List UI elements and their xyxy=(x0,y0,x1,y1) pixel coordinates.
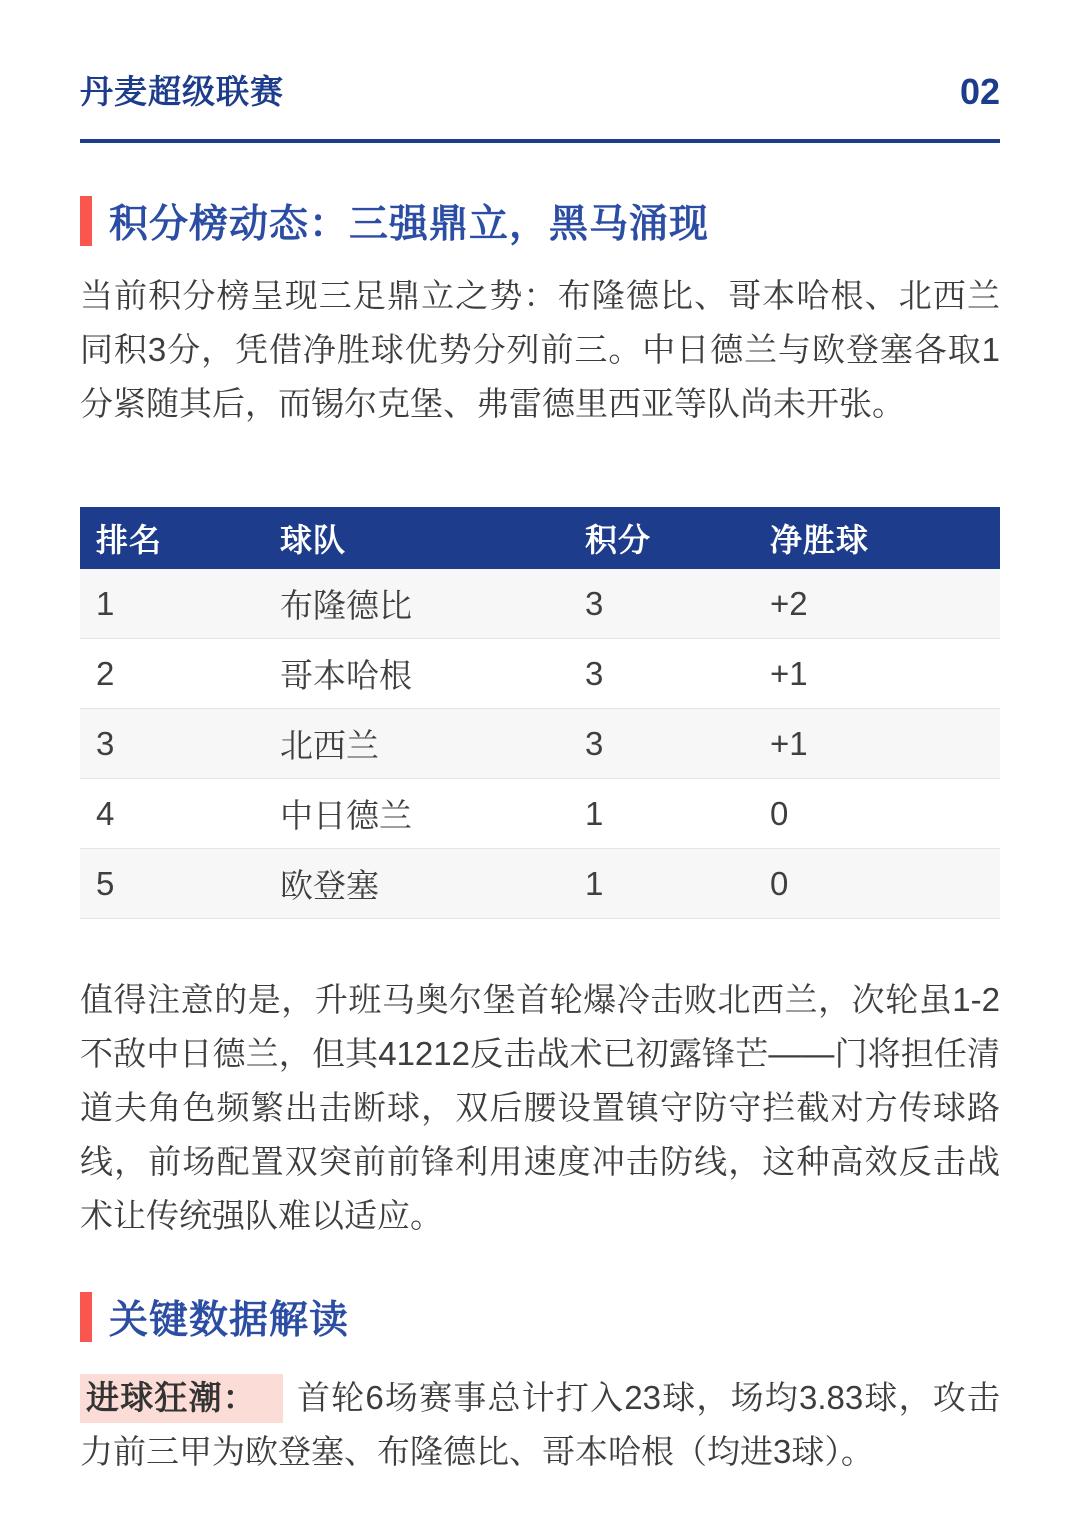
points-cell: 3 xyxy=(585,709,770,779)
section-heading: 关键数据解读 xyxy=(109,1299,350,1342)
rank-cell: 5 xyxy=(80,849,280,919)
col-header-team: 球队 xyxy=(280,507,585,569)
page-number: 02 xyxy=(959,71,1000,112)
team-cell: 欧登塞 xyxy=(280,849,585,919)
gd-cell: +1 xyxy=(770,709,1000,779)
key-data-text: 首轮6场赛事总计打入23球，场均3.83球，攻击力前三甲为欧登塞、布隆德比、哥本哈根（均进3球）。 xyxy=(80,1379,1000,1470)
section-title-standings xyxy=(80,193,1000,249)
points-cell: 1 xyxy=(585,779,770,849)
standings-table xyxy=(80,507,1000,919)
table-row xyxy=(80,779,1000,849)
gd-cell: +2 xyxy=(770,569,1000,639)
rank-cell: 4 xyxy=(80,779,280,849)
rank-cell: 2 xyxy=(80,639,280,709)
table-row xyxy=(80,569,1000,639)
league-title: 丹麦超级联赛 xyxy=(80,73,284,110)
col-header-gd: 净胜球 xyxy=(770,507,1000,569)
gd-cell: 0 xyxy=(770,849,1000,919)
points-cell: 3 xyxy=(585,569,770,639)
points-cell: 3 xyxy=(585,639,770,709)
col-header-points: 积分 xyxy=(585,507,770,569)
analysis-paragraph: 值得注意的是，升班马奥尔堡首轮爆冷击败北西兰，次轮虽1-2不敌中日德兰，但其41212反击战术已初露锋芒——门将担任清道夫角色频繁出击断球，双后腰设置镇守防守拦截对方传球路线，前场配置双突前前锋利用速度冲击防线，这种高效反击战术让传统强队难以适应。 xyxy=(80,981,1000,1234)
red-accent-bar xyxy=(80,196,92,246)
standings-table-header xyxy=(80,507,1000,569)
standings-intro-paragraph: 当前积分榜呈现三足鼎立之势：布隆德比、哥本哈根、北西兰同积3分，凭借净胜球优势分列前三。中日德兰与欧登塞各取1分紧随其后，而锡尔克堡、弗雷德里西亚等队尚未开张。 xyxy=(80,277,1000,422)
table-row xyxy=(80,639,1000,709)
red-accent-bar xyxy=(80,1292,92,1342)
team-cell: 哥本哈根 xyxy=(280,639,585,709)
team-cell: 布隆德比 xyxy=(280,569,585,639)
table-row xyxy=(80,709,1000,779)
page-header xyxy=(80,0,1000,143)
col-header-rank: 排名 xyxy=(80,507,280,569)
rank-cell: 1 xyxy=(80,569,280,639)
section-heading: 积分榜动态：三强鼎立，黑马涌现 xyxy=(109,203,710,246)
goal-frenzy-highlight-label: 进球狂潮： xyxy=(80,1374,283,1423)
points-cell: 1 xyxy=(585,849,770,919)
team-cell: 中日德兰 xyxy=(280,779,585,849)
gd-cell: 0 xyxy=(770,779,1000,849)
rank-cell: 3 xyxy=(80,709,280,779)
table-row xyxy=(80,849,1000,919)
standings-table-body xyxy=(80,569,1000,919)
section-title-key-data xyxy=(80,1289,1000,1345)
team-cell: 北西兰 xyxy=(280,709,585,779)
key-data-paragraph xyxy=(80,1371,1000,1479)
gd-cell: +1 xyxy=(770,639,1000,709)
